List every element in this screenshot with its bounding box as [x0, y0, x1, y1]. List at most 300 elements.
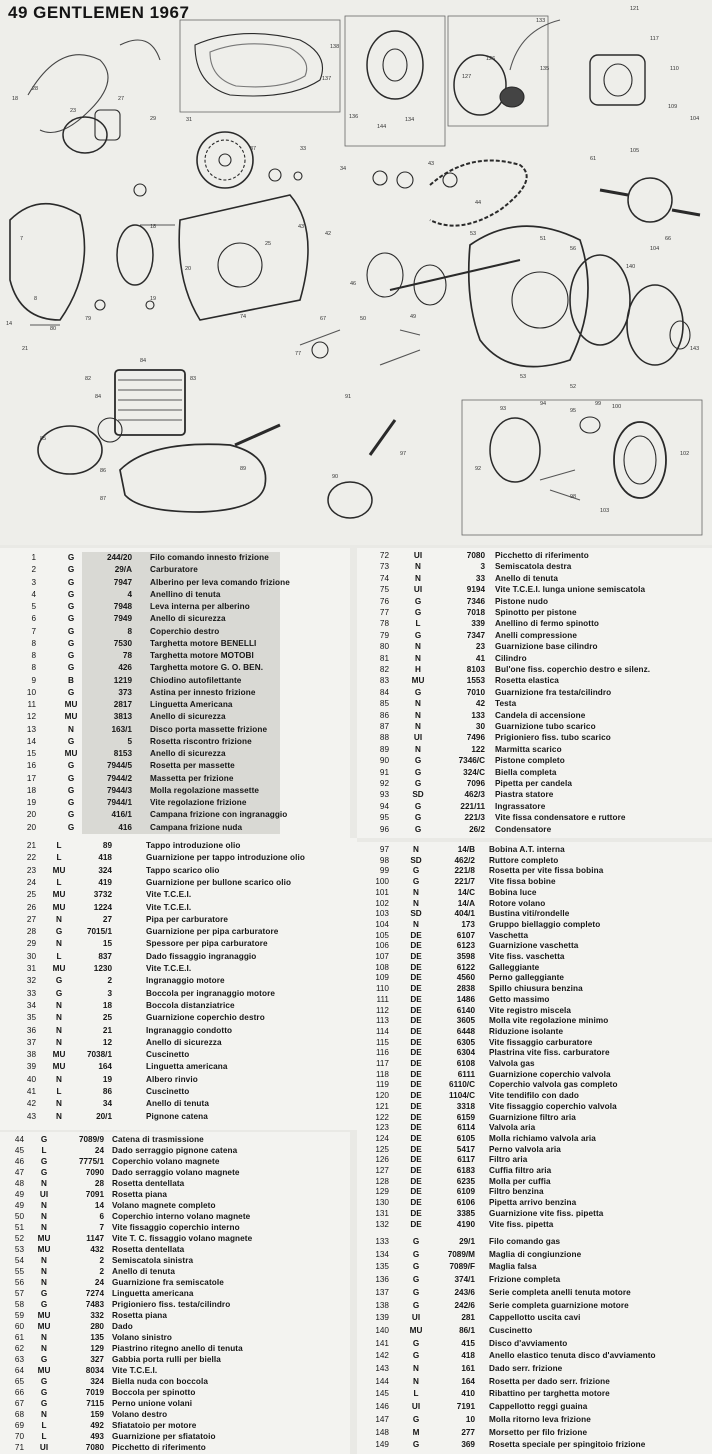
svg-text:104: 104	[690, 116, 700, 122]
part-cat: DE	[410, 1166, 422, 1175]
part-code: 1230	[93, 964, 112, 973]
part-code: 7019	[85, 1388, 104, 1397]
part-num: 18	[26, 785, 36, 795]
part-num: 68	[14, 1410, 24, 1419]
part-cat: DE	[410, 1059, 422, 1068]
part-row	[0, 1111, 357, 1123]
part-row	[357, 596, 712, 608]
svg-text:29: 29	[150, 116, 157, 122]
part-desc: Anellino di fermo spinotto	[495, 619, 600, 629]
part-code: 7080	[85, 1443, 104, 1452]
part-code: 10	[465, 1414, 475, 1424]
svg-text:110: 110	[670, 66, 679, 72]
part-num: 146	[375, 1402, 389, 1412]
part-desc: Pistone completo	[495, 756, 565, 766]
exploded-engine-drawing	[0, 0, 712, 545]
svg-text:135: 135	[540, 66, 550, 72]
part-desc: Serie completa anelli tenuta motore	[489, 1287, 631, 1297]
part-row	[0, 626, 350, 638]
part-code: 7483	[85, 1300, 104, 1309]
part-desc: Guarnizione coperchio valvola	[489, 1069, 611, 1079]
part-cat: MU	[411, 676, 425, 686]
svg-text:87: 87	[100, 496, 107, 502]
part-num: 98	[379, 855, 389, 865]
part-desc: Tappo scarico olio	[146, 865, 220, 875]
part-cat: B	[68, 675, 74, 685]
part-num: 89	[379, 744, 389, 754]
part-desc: Anello di sicurezza	[150, 749, 226, 758]
part-cat: N	[413, 1376, 419, 1386]
part-code: 369	[461, 1440, 475, 1450]
part-desc: Vite fissaggio coperchio interno	[112, 1223, 240, 1232]
part-row	[0, 785, 350, 797]
part-cat: UI	[411, 1313, 421, 1323]
part-code: 29/A	[114, 565, 132, 575]
part-code: 3598	[456, 952, 475, 961]
part-num: 94	[379, 801, 389, 811]
svg-text:143: 143	[690, 346, 700, 352]
svg-text:103: 103	[600, 508, 610, 514]
part-cat: G	[412, 1414, 420, 1424]
part-num: 125	[375, 1144, 389, 1154]
part-code: 24	[94, 1278, 104, 1287]
part-num: 121	[375, 1101, 389, 1111]
part-cat: N	[41, 1344, 47, 1353]
part-code: 3732	[93, 890, 112, 900]
part-num: 49	[14, 1201, 24, 1210]
part-desc: Vaschetta	[489, 930, 529, 940]
svg-text:31: 31	[186, 117, 193, 123]
part-desc: Rosetta piana	[112, 1311, 167, 1320]
part-desc: Condensatore	[495, 824, 552, 834]
part-code: 1147	[86, 1234, 104, 1243]
clutch-assembly	[117, 225, 153, 285]
part-num: 72	[379, 551, 389, 560]
part-code: 86/1	[459, 1325, 475, 1335]
part-desc: Rosetta elastica	[495, 676, 559, 686]
part-num: 75	[379, 585, 389, 595]
svg-text:56: 56	[570, 246, 577, 252]
part-row	[0, 877, 357, 889]
part-cat: DE	[410, 1123, 422, 1133]
part-code: 7089/9	[78, 1135, 104, 1144]
part-num: 33	[26, 988, 36, 998]
svg-text:117: 117	[650, 36, 659, 42]
part-num: 83	[379, 676, 389, 686]
part-num: 117	[375, 1059, 389, 1068]
svg-text:37: 37	[250, 146, 257, 152]
part-num: 110	[375, 984, 389, 994]
part-desc: Tappo introduzione olio	[146, 841, 241, 850]
svg-text:109: 109	[668, 104, 678, 110]
svg-text:121: 121	[630, 6, 640, 12]
part-code: 1219	[113, 675, 132, 685]
svg-text:84: 84	[95, 394, 102, 400]
part-row	[0, 662, 350, 674]
part-desc: Rosetta per vite fissa bobina	[489, 866, 604, 876]
part-code: 2	[99, 1256, 104, 1265]
part-cat: N	[415, 710, 421, 720]
part-num: 141	[375, 1338, 389, 1348]
part-num: 93	[379, 790, 389, 800]
part-num: 79	[379, 630, 389, 640]
part-num: 20	[26, 822, 36, 832]
part-code: 6	[99, 1212, 104, 1221]
part-desc: Coperchio destro	[150, 626, 220, 636]
part-desc: Spinotto per pistone	[495, 608, 577, 617]
part-row	[0, 748, 350, 760]
part-desc: Campana frizione nuda	[150, 822, 243, 832]
part-row	[0, 638, 350, 650]
part-num: 118	[375, 1069, 389, 1079]
part-row	[0, 1049, 357, 1061]
part-desc: Chiodino autofilettante	[150, 675, 242, 685]
part-cat: DE	[410, 1208, 422, 1218]
part-code: 221/11	[460, 801, 485, 811]
part-row	[0, 760, 350, 772]
part-desc: Filtro benzina	[489, 1187, 544, 1197]
part-row	[0, 809, 350, 821]
part-cat: SD	[412, 790, 424, 800]
part-code: 221/3	[464, 813, 485, 823]
part-cat: N	[413, 1364, 419, 1373]
part-cat: MU	[64, 700, 78, 709]
part-num: 57	[14, 1289, 24, 1298]
part-cat: MU	[52, 1062, 66, 1072]
part-code: 7944/3	[106, 785, 132, 795]
part-num: 80	[379, 642, 389, 652]
part-cat: N	[413, 845, 419, 854]
part-row	[357, 1363, 712, 1375]
part-num: 53	[14, 1245, 24, 1254]
part-desc: Guarnizione base cilindro	[495, 642, 598, 652]
part-cat: UI	[413, 551, 423, 560]
part-desc: Coperchio interno volano magnete	[112, 1212, 251, 1221]
svg-text:99: 99	[595, 401, 602, 407]
part-code: 163/1	[111, 724, 132, 734]
part-cat: G	[67, 577, 75, 587]
part-cat: DE	[410, 994, 422, 1004]
part-num: 48	[14, 1179, 24, 1188]
part-desc: Biella completa	[495, 767, 557, 777]
part-code: 1224	[93, 902, 112, 912]
part-num: 40	[26, 1074, 36, 1084]
part-desc: Filo comando innesto frizione	[150, 553, 269, 562]
part-row	[0, 914, 357, 926]
part-desc: Filo comando gas	[489, 1237, 561, 1246]
part-code: 7038/1	[86, 1050, 112, 1060]
part-desc: Volano magnete completo	[112, 1201, 216, 1210]
part-desc: Dado serraggio pignone catena	[112, 1146, 238, 1155]
crankcase-half	[179, 195, 308, 320]
part-num: 96	[379, 824, 389, 834]
part-num: 12	[26, 712, 36, 722]
part-code: 122	[471, 744, 485, 754]
svg-text:85: 85	[40, 436, 47, 442]
part-num: 4	[31, 589, 36, 599]
part-code: 7191	[456, 1402, 475, 1412]
part-desc: Alberino per leva comando frizione	[150, 577, 290, 587]
part-code: 6106	[456, 1198, 475, 1208]
part-row	[0, 1012, 357, 1024]
exploded-diagram	[0, 0, 712, 545]
part-desc: Bul'one fiss. coperchio destro e silenz.	[495, 665, 651, 674]
part-row	[0, 577, 350, 589]
part-desc: Perno unione volani	[112, 1399, 193, 1408]
part-cat: G	[412, 1237, 420, 1246]
piston	[328, 482, 372, 518]
svg-text:14: 14	[6, 321, 13, 327]
part-num: 27	[26, 914, 36, 924]
part-desc: Vite tendifilo con dado	[489, 1091, 579, 1101]
part-num: 108	[375, 962, 389, 972]
part-num: 77	[379, 608, 389, 617]
svg-text:137: 137	[322, 76, 332, 82]
part-code: 419	[98, 877, 112, 887]
part-cat: G	[414, 687, 422, 697]
part-desc: Frizione completa	[489, 1275, 561, 1285]
part-desc: Rosetta piana	[112, 1190, 167, 1199]
parts-table-133-149	[357, 1234, 712, 1454]
part-desc: Vite fissa bobine	[489, 877, 556, 887]
part-code: 8	[127, 626, 132, 636]
part-num: 14	[26, 736, 36, 746]
part-cat: DE	[410, 930, 422, 940]
part-desc: Anello di sicurezza	[146, 1037, 222, 1047]
part-code: 18	[102, 1000, 112, 1010]
part-row	[357, 710, 712, 722]
part-desc: Linguetta Americana	[150, 700, 233, 709]
part-cat: L	[56, 951, 62, 961]
part-num: 13	[26, 724, 36, 734]
part-cat: G	[40, 1300, 48, 1309]
svg-text:18: 18	[12, 96, 19, 102]
part-code: 3318	[456, 1101, 475, 1111]
part-desc: Astina per innesto frizione	[150, 687, 256, 697]
part-desc: Cuscinetto	[146, 1087, 190, 1096]
part-desc: Bobina luce	[489, 887, 537, 897]
part-cat: DE	[410, 1069, 422, 1079]
part-row	[357, 1312, 712, 1324]
part-code: 6140	[456, 1005, 475, 1015]
part-num: 147	[375, 1414, 389, 1424]
part-code: 8034	[85, 1366, 104, 1375]
rotor-flywheel	[614, 422, 666, 498]
part-code: 339	[471, 619, 485, 629]
part-desc: Prigioniero fiss. testa/cilindro	[112, 1300, 231, 1309]
part-row	[0, 687, 350, 699]
part-num: 129	[375, 1187, 389, 1197]
part-cat: G	[67, 761, 75, 771]
part-row	[0, 840, 357, 852]
part-row	[357, 789, 712, 801]
part-desc: Coperchio volano magnete	[112, 1157, 220, 1166]
part-cat: G	[55, 988, 63, 998]
part-row	[0, 552, 350, 564]
part-code: 1486	[456, 994, 475, 1004]
part-desc: Vite T. C. fissaggio volano magnete	[112, 1234, 253, 1243]
part-desc: Boccola per ingranaggio motore	[146, 988, 276, 998]
part-cat: UI	[39, 1443, 49, 1452]
part-desc: Ruttore completo	[489, 855, 559, 865]
part-cat: MU	[37, 1322, 51, 1331]
part-desc: Molla ritorno leva frizione	[489, 1414, 591, 1424]
bell-housing	[454, 55, 506, 115]
part-row	[357, 584, 712, 596]
part-cat: MU	[64, 712, 78, 722]
part-num: 107	[375, 952, 389, 961]
part-desc: Molla vite regolazione minimo	[489, 1016, 609, 1026]
part-row	[357, 675, 712, 687]
part-code: 33	[475, 573, 485, 583]
part-code: 173	[461, 919, 475, 929]
part-num: 142	[375, 1351, 389, 1361]
svg-text:100: 100	[612, 404, 622, 410]
part-num: 119	[375, 1080, 389, 1090]
part-row	[357, 1376, 712, 1388]
svg-text:140: 140	[626, 264, 636, 270]
svg-text:94: 94	[540, 401, 547, 407]
svg-text:52: 52	[570, 384, 577, 390]
part-desc: Guarnizione vite fiss. pipetta	[489, 1208, 604, 1218]
part-row	[357, 1249, 712, 1261]
part-code: 418	[98, 853, 112, 863]
part-desc: Bobina A.T. interna	[489, 845, 565, 854]
part-code: 7346/C	[458, 756, 485, 766]
svg-text:133: 133	[536, 18, 546, 24]
svg-text:74: 74	[240, 314, 247, 320]
part-cat: DE	[410, 1198, 422, 1208]
part-code: 837	[98, 951, 112, 961]
part-row	[0, 926, 357, 938]
part-cat: G	[67, 663, 75, 673]
part-cat: MU	[52, 865, 66, 875]
part-code: 7944/2	[106, 773, 132, 783]
part-code: 1553	[466, 676, 485, 686]
part-num: 127	[375, 1166, 389, 1175]
part-cat: MU	[409, 1325, 423, 1335]
part-cat: DE	[410, 1080, 422, 1090]
svg-text:43: 43	[298, 224, 305, 230]
part-num: 70	[14, 1432, 24, 1441]
part-desc: Guarnizione tubo scarico	[495, 722, 596, 731]
part-desc: Perno valvola aria	[489, 1144, 561, 1154]
part-code: 7090	[85, 1168, 104, 1177]
part-desc: Piastrino ritegno anello di tenuta	[112, 1344, 243, 1353]
part-cat: N	[41, 1179, 47, 1188]
parts-table-72-96	[357, 548, 712, 838]
part-code: 277	[461, 1427, 475, 1437]
part-cat: G	[412, 1300, 420, 1310]
part-num: 24	[26, 877, 36, 887]
part-cat: G	[414, 596, 422, 606]
left-carburetor	[63, 117, 107, 153]
cable	[28, 55, 108, 133]
part-num: 1	[31, 553, 36, 562]
part-num: 74	[379, 573, 389, 583]
part-desc: Vite fissa condensatore e ruttore	[495, 813, 626, 823]
part-code: 6183	[456, 1166, 475, 1175]
part-num: 60	[14, 1322, 24, 1331]
part-row	[357, 1427, 712, 1439]
part-row	[0, 589, 350, 601]
magneto-cover	[570, 255, 630, 345]
part-num: 11	[27, 700, 36, 709]
part-desc: Plastrina vite fiss. carburatore	[489, 1048, 610, 1058]
part-cat: G	[67, 810, 75, 820]
part-code: 159	[90, 1410, 104, 1419]
part-row	[357, 1338, 712, 1350]
svg-text:138: 138	[330, 44, 340, 50]
part-desc: Piastra statore	[495, 790, 554, 800]
part-code: 7096	[466, 779, 485, 788]
part-num: 52	[14, 1234, 24, 1243]
part-num: 43	[26, 1111, 36, 1121]
part-num: 49	[14, 1190, 24, 1199]
part-code: 24	[94, 1146, 104, 1155]
part-code: 78	[122, 651, 132, 660]
part-code: 492	[90, 1421, 104, 1430]
part-code: 30	[475, 722, 485, 731]
part-code: 6117	[457, 1155, 475, 1165]
part-num: 59	[14, 1311, 24, 1320]
part-cat: DE	[410, 1219, 422, 1229]
part-code: 135	[90, 1333, 104, 1342]
part-cat: MU	[37, 1245, 51, 1254]
part-num: 20	[26, 810, 36, 820]
part-num: 112	[375, 1005, 389, 1015]
part-code: 462/2	[454, 855, 475, 865]
part-cat: N	[415, 573, 421, 583]
svg-text:19: 19	[150, 296, 157, 302]
carburetor	[590, 55, 645, 105]
svg-text:61: 61	[590, 156, 597, 162]
part-cat: N	[413, 919, 419, 929]
part-row	[357, 767, 712, 779]
part-num: 105	[375, 930, 389, 940]
part-desc: Vite T.C.E.I.	[146, 890, 192, 900]
part-desc: Vite T.C.E.I.	[146, 964, 192, 973]
part-cat: L	[41, 1432, 47, 1441]
part-row	[357, 641, 712, 653]
part-desc: Boccola distanziatrice	[146, 1000, 235, 1010]
part-row	[357, 1287, 712, 1299]
part-desc: Guarnizione per sfiatatoio	[112, 1432, 216, 1441]
part-row	[357, 1300, 712, 1312]
part-desc: Guarnizione fra testa/cilindro	[495, 687, 612, 697]
part-code: 26/2	[469, 824, 485, 834]
part-num: 120	[375, 1091, 389, 1101]
part-desc: Vite T.C.E.I. lunga unione semiscatola	[495, 585, 646, 595]
part-row	[357, 1325, 712, 1337]
part-num: 19	[26, 798, 36, 807]
part-cat: DE	[410, 1101, 422, 1111]
chain	[430, 161, 527, 226]
part-cat: G	[414, 767, 422, 777]
part-cat: N	[41, 1223, 47, 1232]
svg-text:104: 104	[650, 246, 660, 252]
part-num: 47	[14, 1168, 24, 1177]
svg-text:144: 144	[377, 124, 387, 130]
part-cat: G	[40, 1399, 48, 1408]
part-num: 63	[14, 1355, 24, 1364]
part-num: 131	[375, 1208, 389, 1218]
part-desc: Vite T.C.E.I.	[146, 902, 192, 912]
part-code: 3385	[456, 1208, 475, 1218]
part-row	[0, 889, 357, 901]
part-desc: Linguetta americana	[112, 1289, 194, 1298]
part-cat: N	[56, 1099, 62, 1109]
